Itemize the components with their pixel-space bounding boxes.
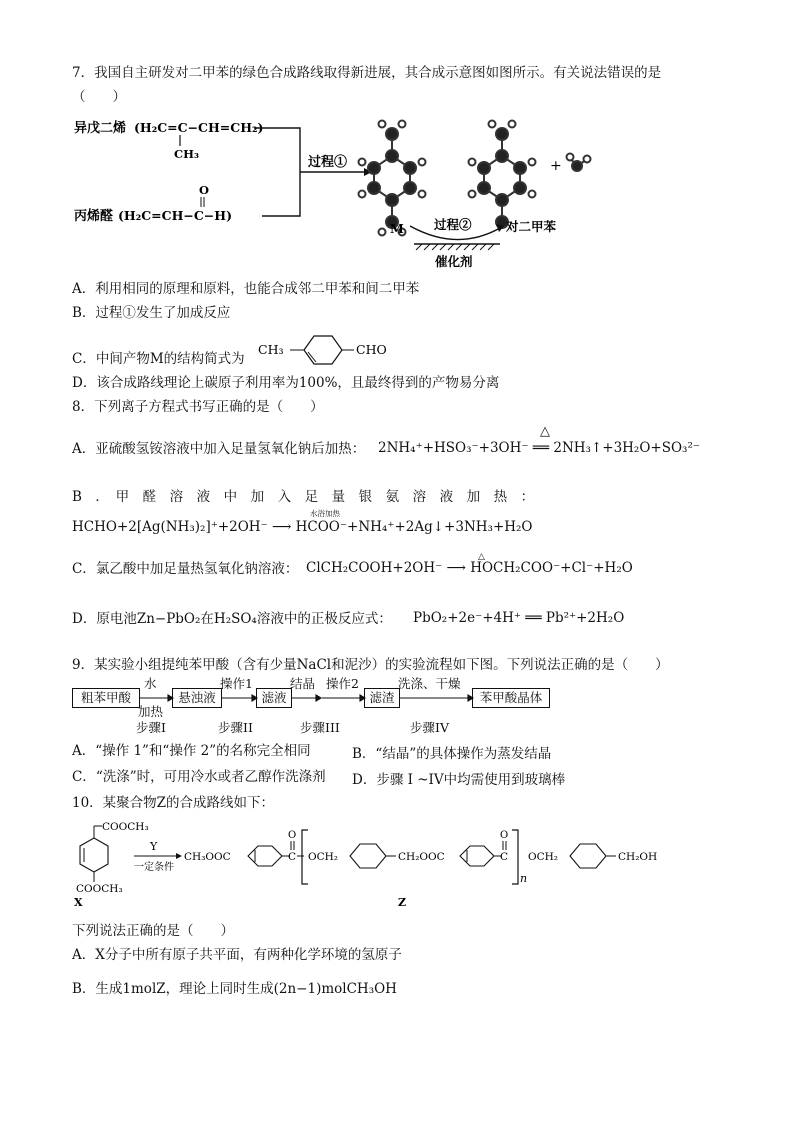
p-xylene-model bbox=[469, 121, 536, 229]
step-1-label: 步骤I bbox=[136, 720, 166, 735]
q7-option-c: C．中间产物M的结构简式为 bbox=[72, 351, 245, 367]
svg-text:C: C bbox=[500, 851, 509, 863]
acrolein-formula: (H₂C=CH−C−H) bbox=[118, 208, 233, 223]
q8-option-b-equation: HCHO+2[Ag(NH₃)₂]⁺+2OH⁻ ⟶ HCOO⁻+NH₄⁺+2Ag↓+3NH₃+H₂O bbox=[72, 519, 533, 535]
svg-text:CH₃: CH₃ bbox=[258, 342, 284, 357]
svg-text:O: O bbox=[500, 830, 509, 841]
q8-b-condition: 水浴加热 bbox=[310, 509, 340, 518]
q7-option-b: B．过程①发生了加成反应 bbox=[72, 305, 231, 321]
flow-arrow-op2: 操作2 bbox=[326, 676, 359, 691]
flow-arrow-crystallize: 结晶 bbox=[290, 676, 316, 691]
molecule-m-model bbox=[359, 121, 426, 236]
q8-option-d-equation: PbO₂+2e⁻+4H⁺ ══ Pb²⁺+2H₂O bbox=[413, 610, 625, 626]
svg-text:O: O bbox=[288, 830, 297, 841]
process-2-label: 过程② bbox=[434, 217, 472, 232]
q8-c-condition: △ bbox=[478, 552, 485, 562]
q8-option-a-text: A．亚硫酸氢铵溶液中加入足量氢氧化钠后加热： bbox=[72, 441, 366, 457]
q8-option-a-equation: 2NH₄⁺+HSO₃⁻+3OH⁻ ══ 2NH₃↑+3H₂O+SO₃²⁻ bbox=[378, 440, 700, 456]
q9-option-a: A．“操作 1”和“操作 2”的名称完全相同 bbox=[72, 743, 311, 759]
step-2-label: 步骤II bbox=[218, 720, 253, 735]
q8-option-d-text: D．原电池Zn−PbO₂在H₂SO₄溶液中的正极反应式： bbox=[72, 611, 392, 627]
q7-answer-paren: （ ） bbox=[72, 89, 126, 105]
q9-option-b: B．“结晶”的具体操作为蒸发结晶 bbox=[352, 746, 552, 762]
svg-text:COOCH₃: COOCH₃ bbox=[102, 821, 149, 833]
isoprene-name: 异戊二烯 bbox=[74, 121, 127, 136]
flow-box-crystal: 苯甲酸晶体 bbox=[472, 688, 550, 708]
svg-text:OCH₂: OCH₂ bbox=[528, 851, 559, 863]
q10-ask: 下列说法正确的是（ ） bbox=[72, 923, 234, 939]
step-3-label: 步骤III bbox=[300, 720, 340, 735]
isoprene-branch: CH₃ bbox=[174, 147, 200, 161]
q9-stem: 9．某实验小组提纯苯甲酸（含有少量NaCl和泥沙）的实验流程如下图。下列说法正确的是（ ） bbox=[72, 657, 669, 673]
svg-text:CHO: CHO bbox=[356, 342, 387, 357]
flow-box-suspension: 悬浊液 bbox=[172, 688, 222, 708]
compound-z-label: Z bbox=[398, 896, 407, 909]
svg-text:OCH₂: OCH₂ bbox=[308, 851, 339, 863]
q8-stem: 8．下列离子方程式书写正确的是（ ） bbox=[72, 399, 324, 415]
svg-text:C: C bbox=[288, 851, 297, 863]
q10-synthesis-scheme bbox=[72, 814, 712, 914]
q9-option-d: D．步骤 I ~IV中均需使用到玻璃棒 bbox=[352, 772, 566, 788]
product-label: 对二甲苯 bbox=[506, 219, 557, 234]
isoprene-formula: (H₂C=C−CH=CH₂) bbox=[134, 120, 264, 135]
step-4-label: 步骤IV bbox=[410, 720, 449, 735]
svg-text:COOCH₃: COOCH₃ bbox=[76, 883, 123, 895]
plus-sign: + bbox=[550, 158, 562, 174]
q8-option-c-equation: ClCH₂COOH+2OH⁻ ⟶ HOCH₂COO⁻+Cl⁻+H₂O bbox=[306, 560, 633, 576]
catalyst-label: 催化剂 bbox=[435, 254, 473, 268]
svg-text:Y: Y bbox=[150, 840, 158, 853]
process-1-label: 过程① bbox=[308, 155, 348, 170]
flow-box-residue: 滤渣 bbox=[364, 688, 400, 708]
svg-text:CH₃OOC: CH₃OOC bbox=[184, 851, 231, 863]
flow-box-filtrate: 滤液 bbox=[256, 688, 292, 708]
svg-text:CH₂OH: CH₂OH bbox=[618, 851, 658, 863]
flow-arrow-heat: 加热 bbox=[138, 704, 164, 719]
q7-option-c-structure bbox=[256, 330, 396, 370]
acrolein-name: 丙烯醛 bbox=[74, 209, 114, 224]
q7-stem: 7．我国自主研发对二甲苯的绿色合成路线取得新进展，其合成示意图如图所示。有关说法错误的是 bbox=[72, 65, 662, 81]
q10-stem: 10．某聚合物Z的合成路线如下： bbox=[72, 795, 275, 811]
q7-synthesis-diagram bbox=[72, 116, 592, 268]
flow-arrow-op1: 操作1 bbox=[220, 676, 253, 691]
q8-a-condition: △ bbox=[540, 424, 550, 439]
water-molecule-model bbox=[567, 154, 591, 172]
acrolein-oxygen: O bbox=[199, 183, 210, 197]
q10-option-b: B．生成1molZ，理论上同时生成(2n−1)molCH₃OH bbox=[72, 981, 397, 997]
q7-option-a: A．利用相同的原理和原料，也能合成邻二甲苯和间二甲苯 bbox=[72, 281, 420, 297]
flow-arrow-wash-dry: 洗涤、干燥 bbox=[398, 676, 461, 691]
q8-option-c-text: C．氯乙酸中加足量热氢氧化钠溶液： bbox=[72, 561, 299, 577]
compound-x-label: X bbox=[74, 896, 83, 909]
q7-option-d: D．该合成路线理论上碳原子利用率为100%，且最终得到的产物易分离 bbox=[72, 375, 500, 391]
svg-text:CH₂OOC: CH₂OOC bbox=[398, 851, 445, 863]
q9-flowchart bbox=[72, 676, 552, 738]
svg-text:n: n bbox=[520, 872, 528, 885]
q8-option-b-heading: B ． 甲 醛 溶 液 中 加 入 足 量 银 氨 溶 液 加 热 ： bbox=[72, 489, 535, 505]
flow-box-crude: 粗苯甲酸 bbox=[72, 688, 140, 708]
svg-text:一定条件: 一定条件 bbox=[134, 862, 174, 873]
q9-option-c: C．“洗涤”时，可用冷水或者乙醇作洗涤剂 bbox=[72, 769, 326, 785]
q10-option-a: A．X分子中所有原子共平面，有两种化学环境的氢原子 bbox=[72, 947, 402, 963]
flow-arrow-water: 水 bbox=[144, 676, 157, 691]
m-label: M bbox=[390, 221, 404, 236]
